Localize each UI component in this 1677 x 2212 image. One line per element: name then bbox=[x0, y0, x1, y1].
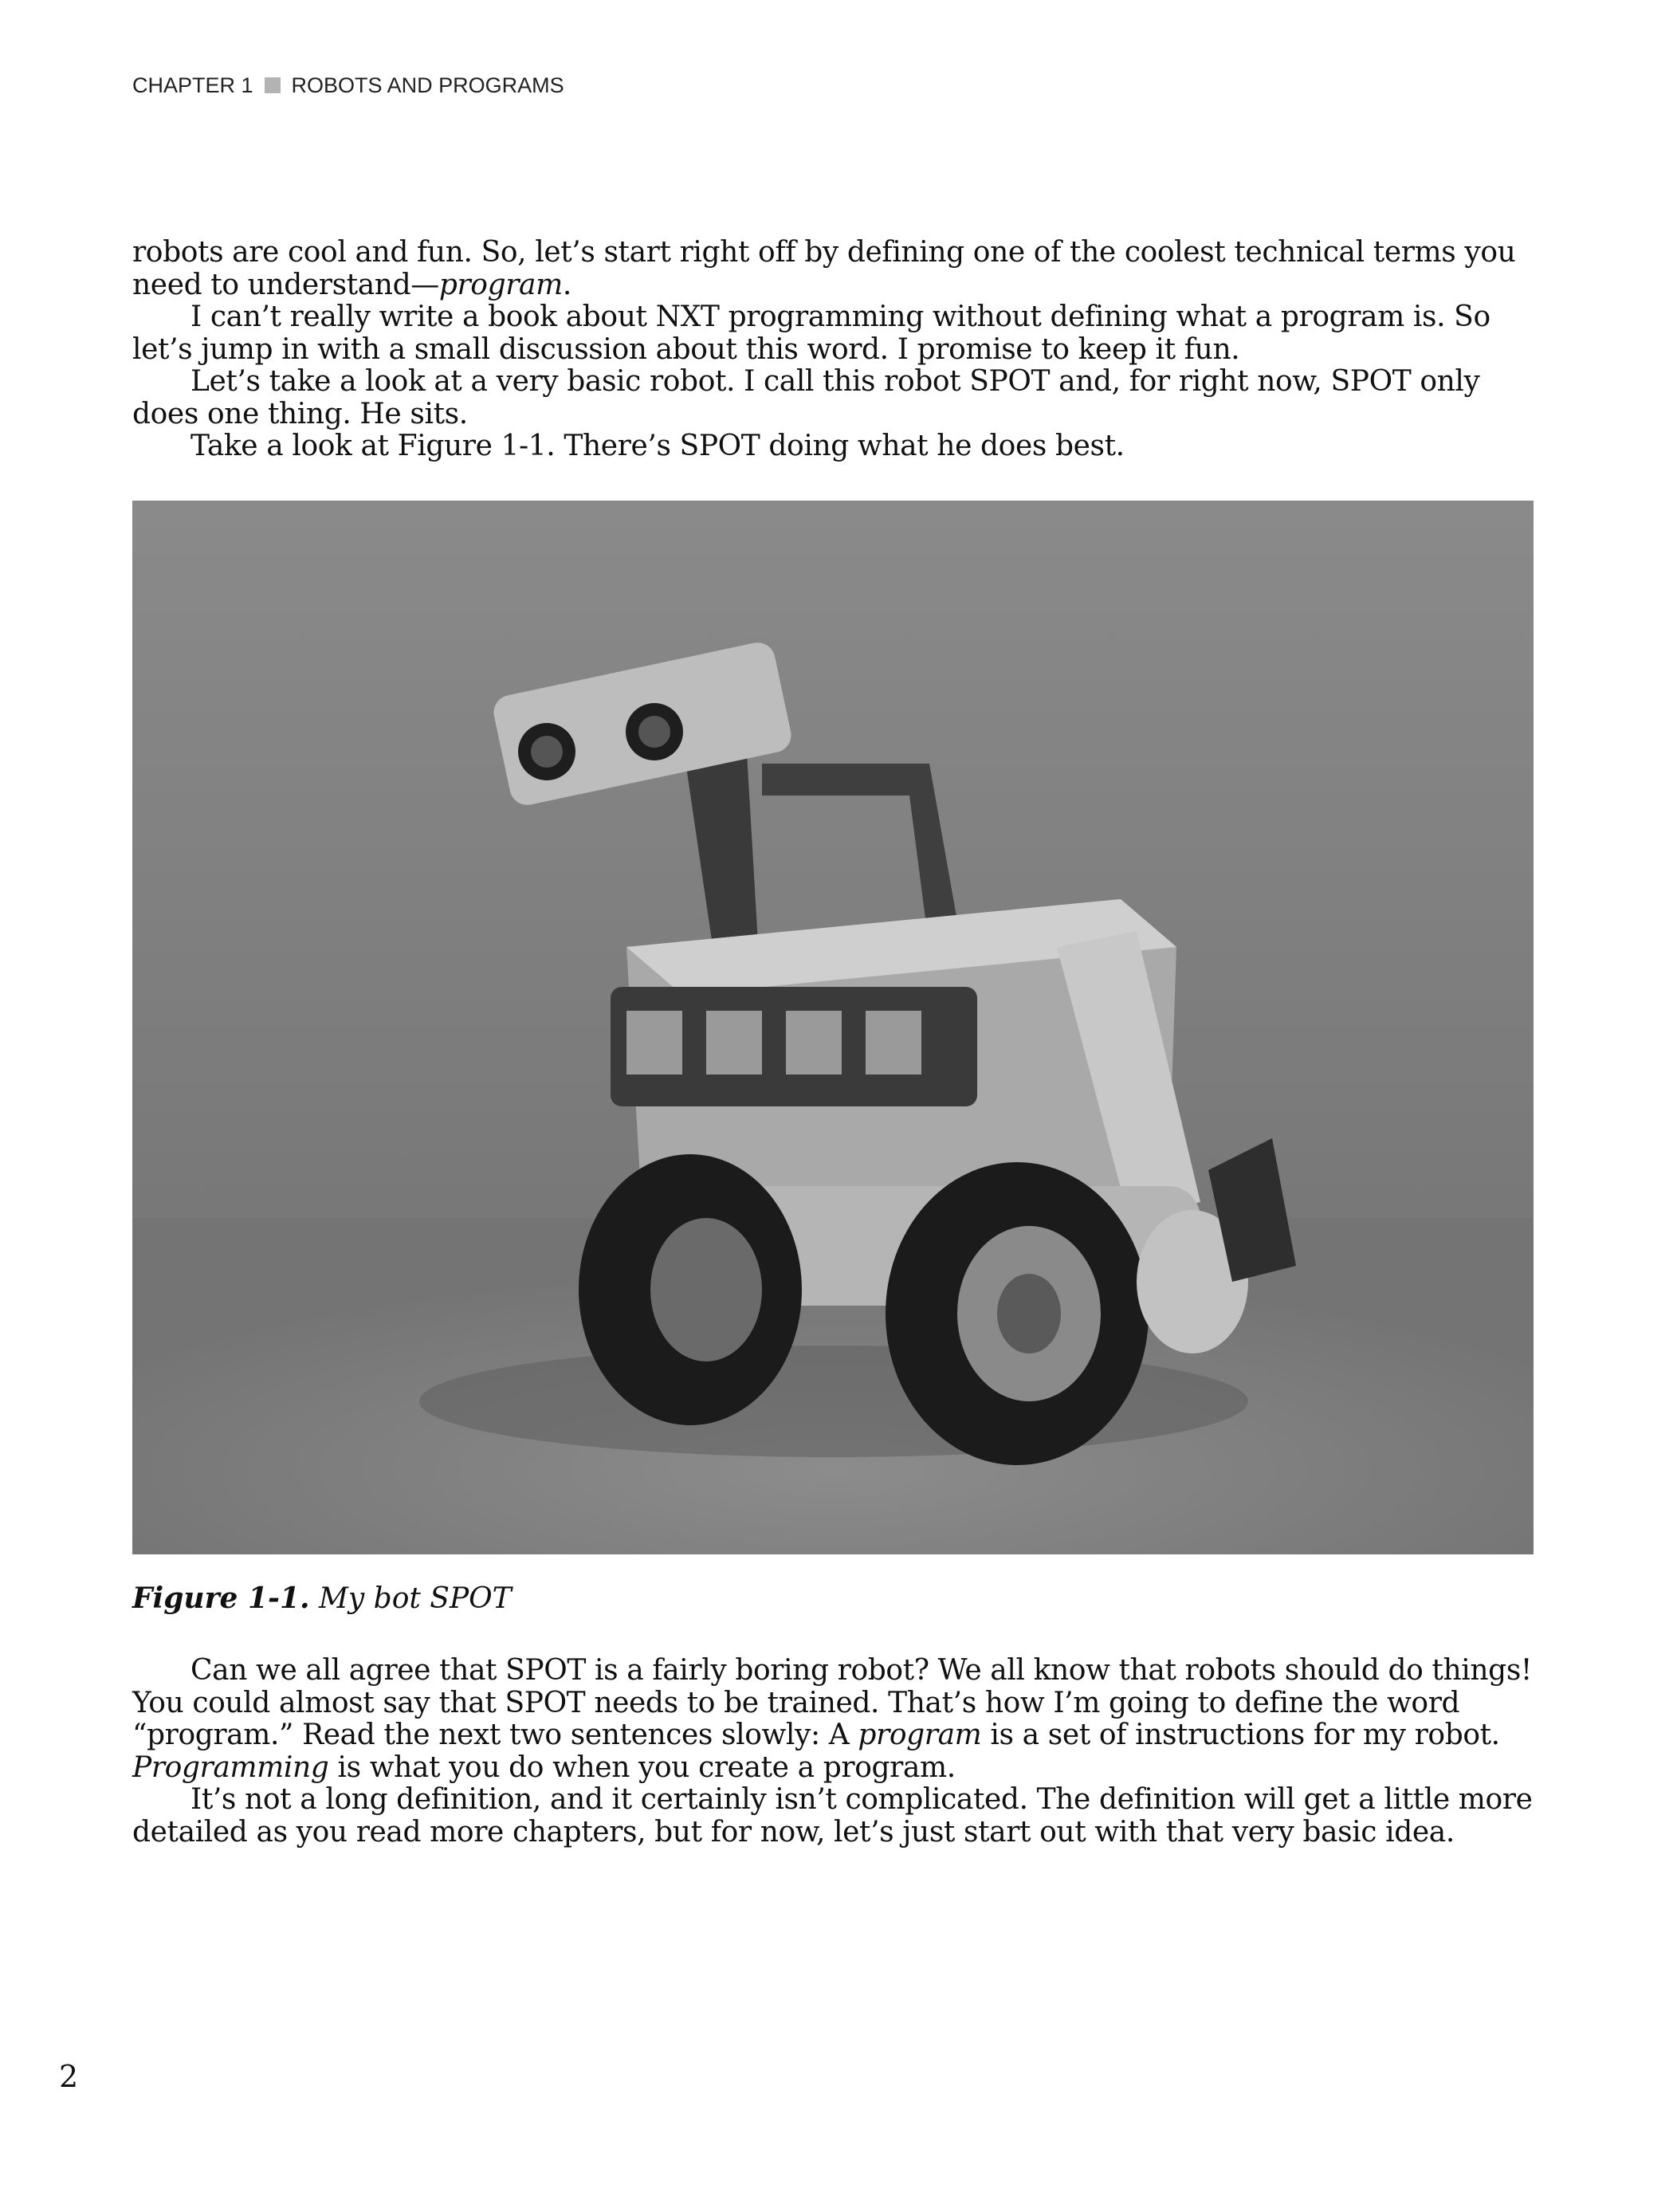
paragraph: Can we all agree that SPOT is a fairly boring robot? We all know that robots should do things! You could almost say that SPOT needs to be trained. That’s how I’m going to define the word “program.” Read the next two sentences slowly: A program is a set of instructions for my robot. Programming is what you do when you create a program. bbox=[132, 1654, 1532, 1784]
figure-caption-text: My bot SPOT bbox=[319, 1582, 512, 1615]
body-text-top bbox=[132, 237, 1543, 463]
figure-caption bbox=[132, 1581, 512, 1615]
emphasis: Programming bbox=[132, 1750, 329, 1784]
paragraph: Let’s take a look at a very basic robot. I call this robot SPOT and, for right now, SPOT only does one thing. He sits. bbox=[132, 365, 1480, 430]
page-number: 2 bbox=[59, 2059, 79, 2094]
figure-label: Figure 1-1. bbox=[132, 1581, 310, 1615]
emphasis: program bbox=[438, 268, 563, 301]
paragraph: It’s not a long definition, and it certainly isn’t complicated. The definition will get a little more detailed as you read more chapters, but for now, let’s just start out with that very basic idea. bbox=[132, 1783, 1533, 1849]
emphasis: program bbox=[858, 1719, 982, 1751]
section-title: ROBOTS AND PROGRAMS bbox=[291, 73, 564, 97]
robot-photo-illustration bbox=[132, 501, 1534, 1554]
body-text-bottom bbox=[132, 1655, 1543, 1849]
figure-robot-photo bbox=[132, 501, 1534, 1554]
paragraph: I can’t really write a book about NXT programming without defining what a program is. So let’s jump in with a small discussion about this word. I promise to keep it fun. bbox=[132, 301, 1490, 366]
paragraph: robots are cool and fun. So, let’s start right off by defining one of the coolest technical terms you need to understand—program. bbox=[132, 236, 1516, 301]
running-header bbox=[132, 73, 564, 98]
paragraph: Take a look at Figure 1-1. There’s SPOT doing what he does best. bbox=[190, 430, 1125, 462]
separator-square-icon bbox=[265, 77, 281, 93]
chapter-label: CHAPTER 1 bbox=[132, 73, 253, 97]
